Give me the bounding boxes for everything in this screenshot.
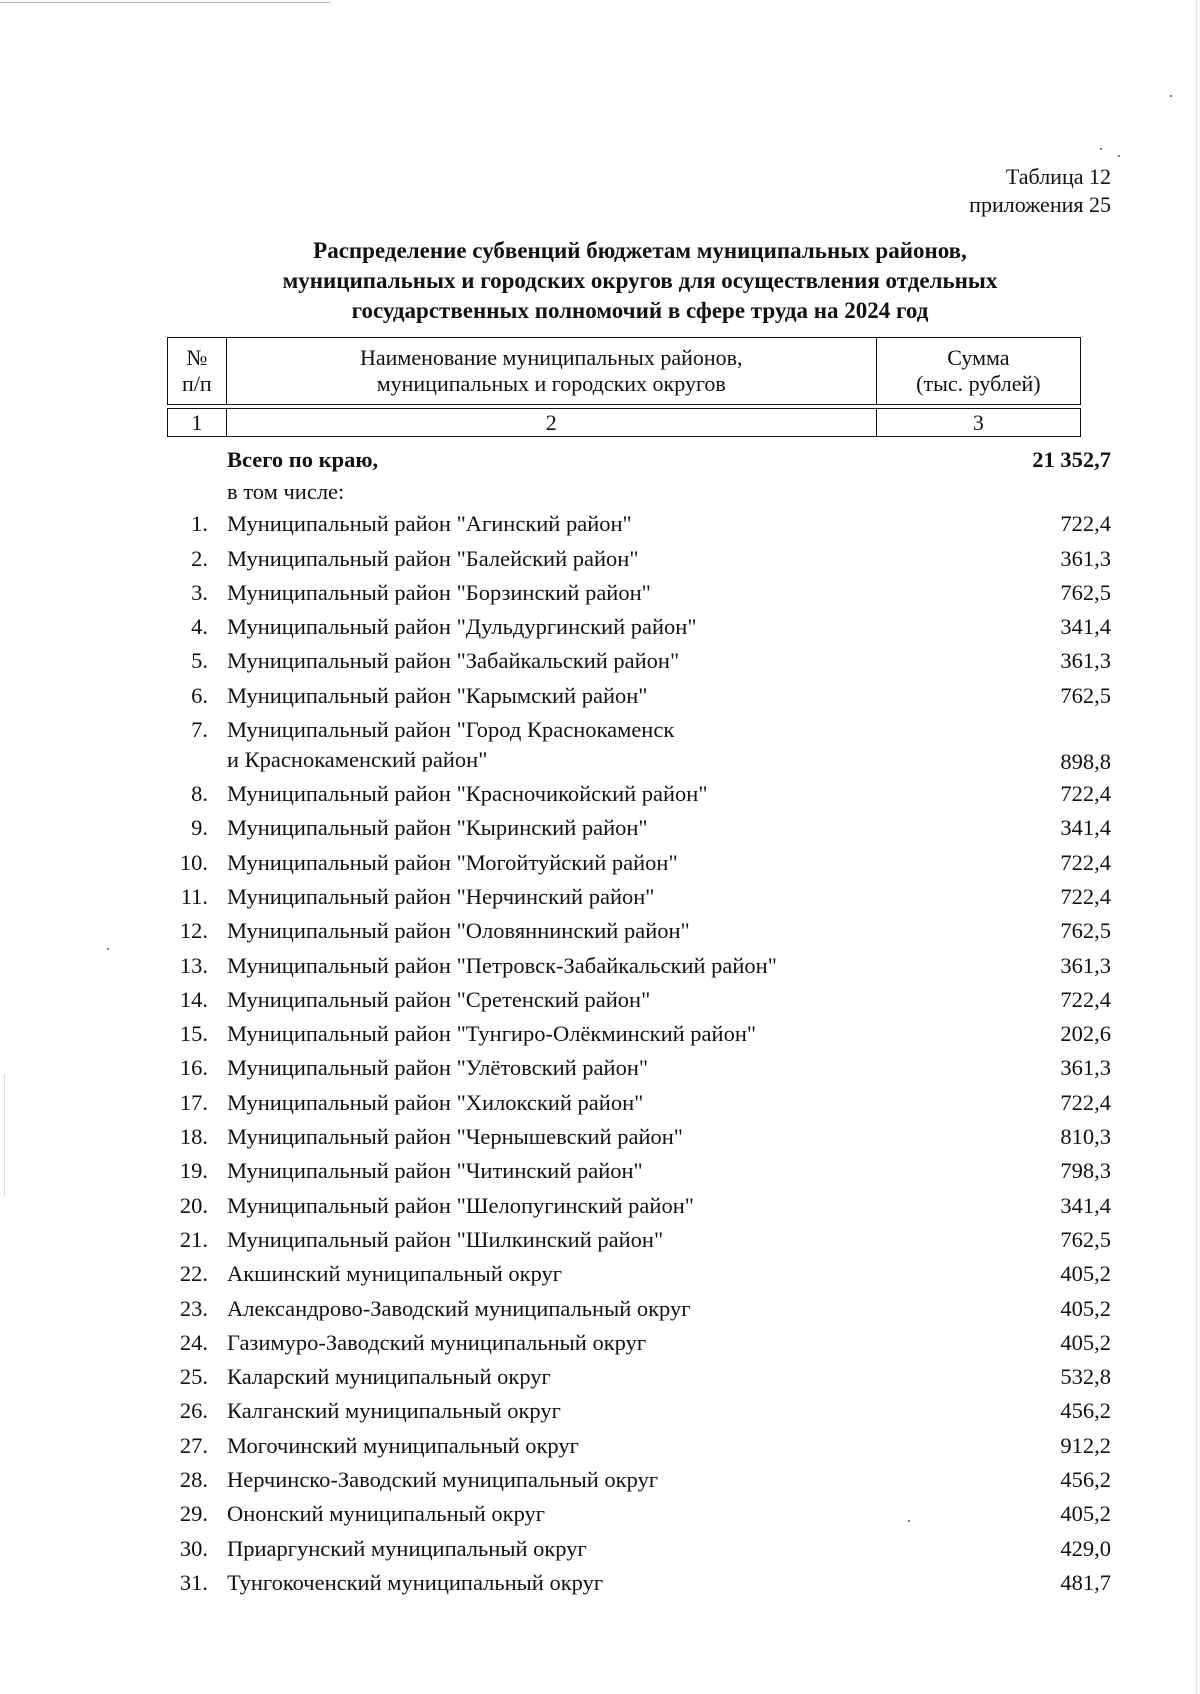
row-number: 27. (179, 1432, 208, 1458)
scan-speck (107, 948, 109, 950)
table-row (167, 542, 1111, 576)
row-amount: 762,5 (1060, 579, 1111, 605)
table-row (167, 1086, 1111, 1120)
table-row (167, 914, 1111, 948)
row-number: 17. (179, 1089, 208, 1115)
row-name: Муниципальный район "Улётовский район" (227, 1055, 649, 1081)
row-amount: 202,6 (1060, 1021, 1111, 1047)
row-name: Муниципальный район "Нерчинский район" (227, 883, 655, 909)
row-amount: 810,3 (1060, 1124, 1111, 1150)
header-number-cell (168, 338, 227, 405)
scan-speck (1170, 95, 1172, 97)
row-number: 14. (179, 986, 208, 1012)
row-amount: 722,4 (1060, 986, 1111, 1012)
row-number: 19. (179, 1158, 208, 1184)
row-number: 10. (179, 849, 208, 875)
table-row (167, 949, 1111, 983)
table-row (167, 713, 1111, 777)
row-amount: 481,7 (1060, 1569, 1111, 1595)
table-row (167, 679, 1111, 713)
scan-artifact-left (4, 1075, 6, 1195)
row-number: 3. (191, 579, 208, 605)
row-amount: 405,2 (1060, 1501, 1111, 1527)
row-number: 21. (179, 1226, 208, 1252)
row-name: Тунгокоченский муниципальный округ (227, 1569, 604, 1595)
row-number: 26. (179, 1398, 208, 1424)
row-name: Александрово-Заводский муниципальный округ (227, 1295, 691, 1321)
column-number-2: 2 (226, 409, 876, 437)
row-name: Муниципальный район "Шелопугинский район" (227, 1192, 694, 1218)
row-number: 28. (179, 1467, 208, 1493)
row-amount: 722,4 (1060, 883, 1111, 909)
row-number: 25. (179, 1364, 208, 1390)
row-amount: 798,3 (1060, 1158, 1111, 1184)
header-number-line-2: п/п (182, 371, 212, 396)
row-name: Муниципальный район "Хилокский район" (227, 1089, 644, 1115)
row-number: 15. (179, 1021, 208, 1047)
row-number: 11. (180, 883, 208, 909)
total-row (167, 443, 1111, 477)
row-amount: 722,4 (1060, 849, 1111, 875)
row-number: 13. (179, 952, 208, 978)
row-amount: 762,5 (1060, 918, 1111, 944)
table-row (167, 1566, 1111, 1600)
table-row (167, 777, 1111, 811)
row-name: Калганский муниципальный округ (227, 1398, 561, 1424)
row-number: 12. (179, 918, 208, 944)
scan-speck (1118, 155, 1120, 157)
table-row (167, 1463, 1111, 1497)
column-number-1: 1 (168, 409, 227, 437)
table-row (167, 644, 1111, 678)
including-row (167, 477, 1111, 507)
row-amount: 361,3 (1060, 952, 1111, 978)
row-number: 30. (179, 1535, 208, 1561)
row-name (227, 715, 674, 775)
row-number: 5. (191, 648, 208, 674)
header-name-line-2: муниципальных и городских округов (376, 371, 726, 396)
table-row (167, 1292, 1111, 1326)
appendix-label: приложения 25 (969, 192, 1111, 217)
row-name: Муниципальный район "Борзинский район" (227, 579, 651, 605)
row-name: Муниципальный район "Читинский район" (227, 1158, 643, 1184)
document-title (150, 236, 1130, 326)
row-number: 22. (179, 1261, 208, 1287)
table-row (167, 1532, 1111, 1566)
row-amount: 456,2 (1060, 1398, 1111, 1424)
table-reference (969, 163, 1111, 219)
row-amount: 722,4 (1060, 1089, 1111, 1115)
row-amount: 405,2 (1060, 1295, 1111, 1321)
row-name: Муниципальный район "Чернышевский район" (227, 1124, 683, 1150)
scan-artifact-top (0, 2, 330, 3)
table-row (167, 1223, 1111, 1257)
row-number: 4. (191, 614, 208, 640)
table-row (167, 1120, 1111, 1154)
row-amount: 722,4 (1060, 511, 1111, 537)
column-number-3: 3 (876, 409, 1080, 437)
table-row (167, 1360, 1111, 1394)
row-amount: 456,2 (1060, 1467, 1111, 1493)
row-number: 23. (179, 1295, 208, 1321)
row-amount: 912,2 (1060, 1432, 1111, 1458)
row-name: Муниципальный район "Дульдургинский район" (227, 614, 697, 640)
header-amount-cell (876, 338, 1080, 405)
row-name: Приаргунский муниципальный округ (227, 1535, 587, 1561)
row-name: Муниципальный район "Тунгиро-Олёкминский район" (227, 1021, 757, 1047)
row-amount: 762,5 (1060, 1226, 1111, 1252)
table-row (167, 846, 1111, 880)
row-amount: 722,4 (1060, 781, 1111, 807)
table-row (167, 1394, 1111, 1428)
row-name: Муниципальный район "Оловяннинский район" (227, 918, 690, 944)
table-row (167, 1017, 1111, 1051)
row-amount: 762,5 (1060, 682, 1111, 708)
scan-speck (1100, 148, 1102, 150)
table-row (167, 1154, 1111, 1188)
row-amount: 405,2 (1060, 1261, 1111, 1287)
row-number: 6. (191, 682, 208, 708)
row-number: 7. (191, 717, 208, 743)
row-number: 29. (179, 1501, 208, 1527)
table-row (167, 1051, 1111, 1085)
row-amount: 341,4 (1060, 815, 1111, 841)
header-name-cell (226, 338, 876, 405)
header-amount-line-2: (тыс. рублей) (916, 371, 1041, 396)
table-label: Таблица 12 (1005, 164, 1111, 189)
row-amount: 361,3 (1060, 648, 1111, 674)
row-amount: 361,3 (1060, 1055, 1111, 1081)
including-label: в том числе: (227, 479, 345, 505)
row-name: Ононский муниципальный округ (227, 1501, 546, 1527)
table-row (167, 576, 1111, 610)
row-name: Нерчинско-Заводский муниципальный округ (227, 1467, 659, 1493)
table-row (167, 507, 1111, 541)
table-row (167, 1257, 1111, 1291)
row-name: Муниципальный район "Могойтуйский район" (227, 849, 678, 875)
row-number: 2. (191, 545, 208, 571)
row-number: 24. (179, 1329, 208, 1355)
header-number-line-1: № (186, 345, 208, 370)
table-row (167, 983, 1111, 1017)
row-amount: 361,3 (1060, 545, 1111, 571)
total-label: Всего по краю, (227, 447, 379, 472)
scan-artifact-right (1196, 0, 1197, 1694)
header-name-line-1: Наименование муниципальных районов, (359, 345, 743, 370)
row-name: Муниципальный район "Агинский район" (227, 511, 632, 537)
row-name: Муниципальный район "Сретенский район" (227, 986, 651, 1012)
row-amount: 341,4 (1060, 614, 1111, 640)
table-row (167, 610, 1111, 644)
row-amount: 532,8 (1060, 1364, 1111, 1390)
table-header (167, 337, 1081, 437)
row-number: 31. (179, 1569, 208, 1595)
row-name: Каларский муниципальный округ (227, 1364, 551, 1390)
row-name: Муниципальный район "Кыринский район" (227, 815, 648, 841)
total-amount: 21 352,7 (1032, 447, 1111, 472)
table-row (167, 1189, 1111, 1223)
row-name-line-1: Муниципальный район "Город Краснокаменск (227, 717, 675, 743)
row-number: 9. (191, 815, 208, 841)
table-row (167, 880, 1111, 914)
title-line-2: муниципальных и городских округов для осуществления отдельных (282, 268, 998, 293)
row-number: 1. (191, 511, 208, 537)
table-row (167, 1497, 1111, 1531)
header-amount-line-1: Сумма (947, 345, 1010, 370)
row-name: Муниципальный район "Забайкальский район" (227, 648, 680, 674)
row-amount: 341,4 (1060, 1192, 1111, 1218)
row-amount: 898,8 (1060, 749, 1111, 775)
row-amount: 405,2 (1060, 1329, 1111, 1355)
row-name: Муниципальный район "Балейский район" (227, 545, 639, 571)
row-number: 20. (179, 1192, 208, 1218)
row-amount: 429,0 (1060, 1535, 1111, 1561)
title-line-3: государственных полномочий в сфере труда на 2024 год (351, 298, 929, 323)
row-number: 16. (179, 1055, 208, 1081)
row-number: 18. (179, 1124, 208, 1150)
row-name: Могочинский муниципальный округ (227, 1432, 579, 1458)
row-name: Акшинский муниципальный округ (227, 1261, 563, 1287)
table-row (167, 1326, 1111, 1360)
title-line-1: Распределение субвенций бюджетам муниципальных районов, (313, 238, 967, 263)
table-row (167, 1429, 1111, 1463)
row-name: Муниципальный район "Карымский район" (227, 682, 648, 708)
table-body (167, 443, 1111, 1600)
row-name: Муниципальный район "Шилкинский район" (227, 1226, 664, 1252)
row-name: Муниципальный район "Красночикойский район" (227, 781, 708, 807)
row-name-line-2: и Краснокаменский район" (227, 747, 488, 773)
row-number: 8. (191, 781, 208, 807)
row-name: Муниципальный район "Петровск-Забайкальский район" (227, 952, 777, 978)
row-name: Газимуро-Заводский муниципальный округ (227, 1329, 647, 1355)
table-row (167, 811, 1111, 845)
